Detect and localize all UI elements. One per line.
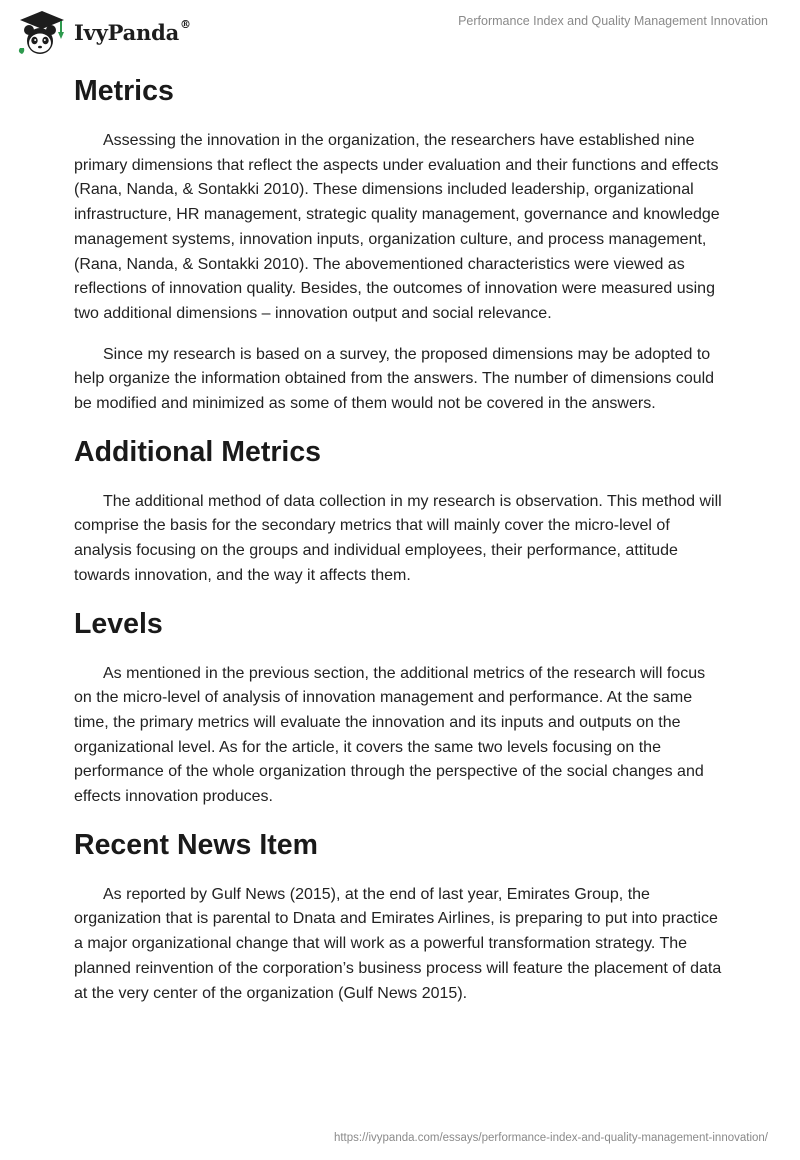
source-url-link[interactable]: https://ivypanda.com/essays/performance-index-and-quality-management-innovation/ <box>333 1132 768 1144</box>
paragraph: The additional method of data collection in my research is observation. This method will comprise the basis for the secondary metrics that will mainly cover the micro-level of analysis focusing on the groups and individual employees, their performance, attitude towards innovation, and the way it affects them. <box>74 492 722 584</box>
section-heading: Additional Metrics <box>74 435 322 468</box>
paragraph: As reported by Gulf News (2015), at the end of last year, Emirates Group, the organization that is parental to Dnata and Emirates Airlines, is preparing to put into practice a major organizational change that will work as a powerful transformation strategy. The planned reinvention of the corporation’s business process will feature the placement of data at the very center of the organization (Gulf News 2015). <box>74 885 722 1002</box>
section-heading: Recent News Item <box>74 828 318 861</box>
section-heading: Metrics <box>74 75 174 107</box>
essay-body <box>74 72 724 1022</box>
paragraph: Assessing the innovation in the organization, the researchers have established nine primary dimensions that reflect the aspects under evaluation and their functions and effects (Rana, Nanda, & Sontakki 2010). These dimensions included leadership, organizational infrastructure, HR management, strategic quality management, governance and knowledge management systems, innovation inputs, organization culture, and process management, (Rana, Nanda, & Sontakki 2010). The abovementioned characteristics were viewed as reflections of innovation quality. Besides, the outcomes of innovation were measured using two additional dimensions – innovation output and social relevance. <box>74 132 720 322</box>
page-header <box>0 0 800 60</box>
paragraph: Since my research is based on a survey, the proposed dimensions may be adopted to help organize the information obtained from the answers. The number of dimensions could be modified and minimized as some of them would not be covered in the answers. <box>74 345 715 413</box>
section-heading: Levels <box>74 607 163 640</box>
section-metrics <box>74 72 724 417</box>
section-levels <box>74 605 724 810</box>
section-recent-news-item <box>74 826 724 1007</box>
document-title: Performance Index and Quality Management Innovation <box>458 14 768 28</box>
brand-name: IvyPanda® <box>74 17 191 45</box>
panda-graduate-icon <box>14 8 70 56</box>
section-additional-metrics <box>74 433 724 589</box>
paragraph: As mentioned in the previous section, the additional metrics of the research will focus on the micro-level of analysis of innovation management and performance. At the same time, the primary metrics will evaluate the innovation and its inputs and outputs on the organizational level. As for the article, it covers the same two levels focusing on the performance of the whole organization through the perspective of the social changes and effects innovation produces. <box>74 664 706 806</box>
ivypanda-logo[interactable] <box>14 8 191 56</box>
